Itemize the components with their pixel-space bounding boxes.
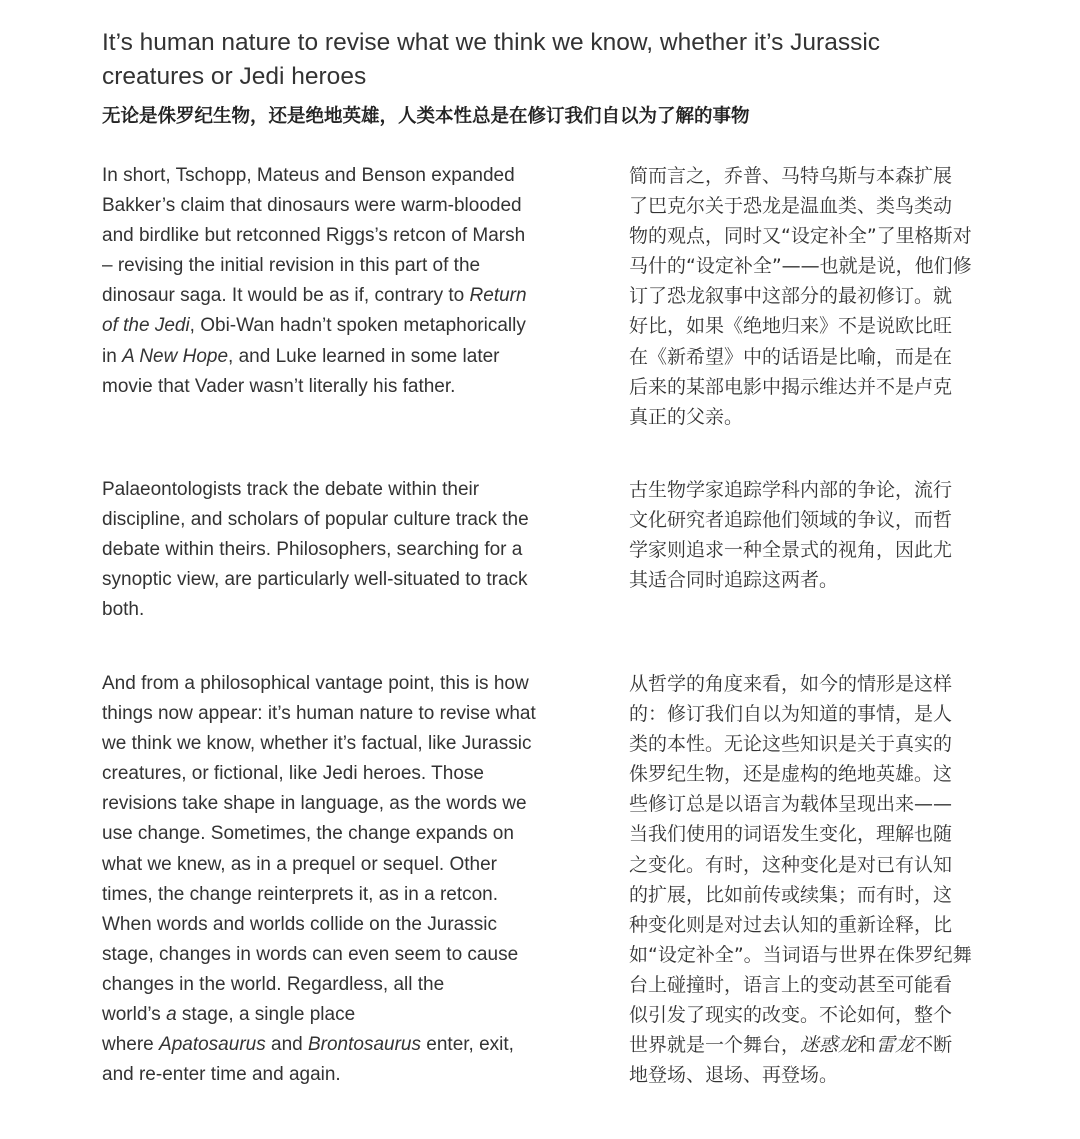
text-run: 台上碰撞时，语言上的变动甚至可能看 <box>629 973 953 996</box>
text-line <box>102 221 572 251</box>
text-run: 文化研究者追踪他们领域的争议，而哲 <box>629 509 953 532</box>
text-run: what we knew, as in a prequel or sequel. Other <box>102 853 498 875</box>
text-run: 古生物学家追踪学科内部的争论，流行 <box>629 479 953 501</box>
text-run: 地登场、退场、再登场。 <box>629 1064 839 1087</box>
text-line <box>102 251 572 281</box>
text-line <box>102 535 572 565</box>
text-line <box>102 1060 572 1090</box>
text-line <box>102 505 572 535</box>
text-run: 侏罗纪生物，还是虚构的绝地英雄。这 <box>629 763 953 786</box>
text-run: 之变化。有时，这种变化是对已有认知 <box>629 853 953 876</box>
text-run: 在《新希望》中的话语是比喻，而是在 <box>629 345 953 368</box>
text-run: synoptic view, are particularly well-situated to track <box>102 569 528 591</box>
text-line <box>102 595 572 625</box>
text-run: and <box>265 1034 308 1056</box>
text-run: In short, Tschopp, Mateus and Benson expanded <box>102 165 515 186</box>
text-line <box>102 729 572 759</box>
text-run: and re-enter time and again. <box>102 1064 341 1086</box>
text-run: creatures, or fictional, like Jedi heroes. Those <box>102 763 484 785</box>
text-line <box>102 342 572 372</box>
text-run: 简而言之，乔普、马特乌斯与本森扩展 <box>629 165 953 187</box>
text-line <box>102 311 572 341</box>
text-line <box>629 1000 1009 1030</box>
text-line <box>629 505 1009 535</box>
article-title: It’s human nature to revise what we think we know, whether it’s Jurassic creatures or Jedi heroes <box>102 29 881 90</box>
paragraph-chinese-2 <box>629 475 1009 595</box>
text-line <box>629 281 1009 311</box>
text-run: 学家则追求一种全景式的视角，因此尤 <box>629 539 953 562</box>
text-line <box>102 475 572 505</box>
text-run: dinosaur saga. It would be as if, contrary to <box>102 285 470 307</box>
text-run: changes in the world. Regardless, all the <box>102 973 445 995</box>
text-line <box>102 940 572 970</box>
italic-text: A New Hope <box>122 345 229 367</box>
text-run: 不断 <box>914 1034 953 1057</box>
text-line <box>102 819 572 849</box>
text-run: debate within theirs. Philosophers, searching for a <box>102 539 523 561</box>
paragraph-english-2 <box>102 475 572 625</box>
text-run: Bakker’s claim that dinosaurs were warm-blooded <box>102 195 522 217</box>
text-line <box>102 669 572 699</box>
text-line <box>629 850 1009 880</box>
italic-text: 雷龙 <box>876 1034 915 1057</box>
text-run: 世界就是一个舞台， <box>629 1034 801 1057</box>
text-line <box>629 372 1009 402</box>
text-run: Palaeontologists track the debate within their <box>102 479 480 500</box>
text-line <box>629 940 1009 970</box>
text-run: 种变化则是对过去认知的重新诠释，比 <box>629 913 953 936</box>
text-line <box>629 789 1009 819</box>
text-line <box>629 1060 1009 1090</box>
text-run: 的：修订我们自以为知道的事情，是人 <box>629 703 953 726</box>
text-line <box>629 311 1009 341</box>
italic-text: 迷惑龙 <box>800 1034 858 1057</box>
text-line <box>629 342 1009 372</box>
text-line <box>102 161 572 191</box>
text-run: 似引发了现实的改变。不论如何，整个 <box>629 1004 953 1027</box>
italic-text: Return <box>469 285 527 307</box>
text-run: movie that Vader wasn’t literally his father. <box>102 375 456 397</box>
text-line <box>629 565 1009 595</box>
text-run: 的扩展，比如前传或续集；而有时，这 <box>629 883 953 906</box>
text-run: in <box>102 345 123 367</box>
text-line <box>102 191 572 221</box>
text-line <box>629 535 1009 565</box>
text-run: And from a philosophical vantage point, this is how <box>102 673 529 694</box>
text-line <box>629 402 1009 432</box>
text-line <box>102 699 572 729</box>
text-line <box>102 789 572 819</box>
text-line <box>629 251 1009 281</box>
text-run: and birdlike but retconned Riggs’s retcon of Marsh <box>102 225 526 247</box>
text-line <box>102 1000 572 1030</box>
text-run: 物的观点，同时又“设定补全”了里格斯对 <box>629 225 972 248</box>
text-line <box>629 759 1009 789</box>
text-line <box>629 729 1009 759</box>
text-run: 从哲学的角度来看，如今的情形是这样 <box>629 673 953 695</box>
text-line <box>629 475 1009 505</box>
text-run: , and Luke learned in some later <box>228 345 500 367</box>
text-run: 订了恐龙叙事中这部分的最初修订。就 <box>629 285 953 308</box>
italic-text: of the Jedi <box>102 315 190 337</box>
text-run: revisions take shape in language, as the words we <box>102 793 527 815</box>
paragraph-chinese-1 <box>629 161 1009 432</box>
text-line <box>629 699 1009 729</box>
text-line <box>102 565 572 595</box>
text-run: When words and worlds collide on the Jurassic <box>102 913 497 935</box>
text-run: both. <box>102 599 145 621</box>
text-line <box>102 1030 572 1060</box>
text-run: world’s <box>102 1004 167 1026</box>
text-line <box>102 880 572 910</box>
text-line <box>629 191 1009 221</box>
text-run: discipline, and scholars of popular culture track the <box>102 509 529 531</box>
text-run: things now appear: it’s human nature to revise what <box>102 703 536 725</box>
paragraph-english-3 <box>102 669 572 1090</box>
text-line <box>629 970 1009 1000</box>
paragraph-english-1 <box>102 161 572 402</box>
text-line <box>102 850 572 880</box>
text-line <box>629 669 1009 699</box>
italic-text: a <box>166 1004 177 1026</box>
text-line <box>629 1030 1009 1060</box>
text-line <box>102 970 572 1000</box>
text-run: where <box>102 1034 160 1056</box>
text-line <box>629 221 1009 251</box>
text-line <box>102 759 572 789</box>
text-run: , Obi-Wan hadn’t spoken metaphorically <box>189 315 526 337</box>
text-line <box>629 161 1009 191</box>
text-run: 些修订总是以语言为载体呈现出来—— <box>629 793 953 816</box>
text-run: 当我们使用的词语发生变化，理解也随 <box>629 823 953 846</box>
text-run: times, the change reinterprets it, as in a retcon. <box>102 883 499 905</box>
text-run: 其适合同时追踪这两者。 <box>629 569 839 592</box>
text-line <box>629 819 1009 849</box>
italic-text: Brontosaurus <box>307 1034 421 1056</box>
text-run: stage, a single place <box>176 1004 356 1026</box>
paragraph-chinese-3 <box>629 669 1009 1090</box>
article-subtitle-chinese: 无论是侏罗纪生物，还是绝地英雄，人类本性总是在修订我们自以为了解的事物 <box>102 106 750 127</box>
text-line <box>102 281 572 311</box>
text-run: 如“设定补全”。当词语与世界在侏罗纪舞 <box>629 943 972 966</box>
text-run: 和 <box>857 1034 877 1057</box>
text-run: use change. Sometimes, the change expands on <box>102 823 514 845</box>
text-line <box>102 372 572 402</box>
text-line <box>629 910 1009 940</box>
text-run: we think we know, whether it’s factual, like Jurassic <box>102 733 532 755</box>
text-line <box>102 910 572 940</box>
text-line <box>629 880 1009 910</box>
italic-text: Apatosaurus <box>159 1034 266 1056</box>
text-run: – revising the initial revision in this part of the <box>102 255 481 277</box>
text-run: 后来的某部电影中揭示维达并不是卢克 <box>629 375 953 398</box>
text-run: 马什的“设定补全”——也就是说，他们修 <box>629 255 972 278</box>
text-run: enter, exit, <box>421 1034 514 1056</box>
text-run: stage, changes in words can even seem to cause <box>102 943 519 965</box>
text-run: 好比，如果《绝地归来》不是说欧比旺 <box>629 315 953 338</box>
text-run: 了巴克尔关于恐龙是温血类、类鸟类动 <box>629 195 953 218</box>
text-run: 类的本性。无论这些知识是关于真实的 <box>629 733 953 756</box>
text-run: 真正的父亲。 <box>629 405 744 428</box>
